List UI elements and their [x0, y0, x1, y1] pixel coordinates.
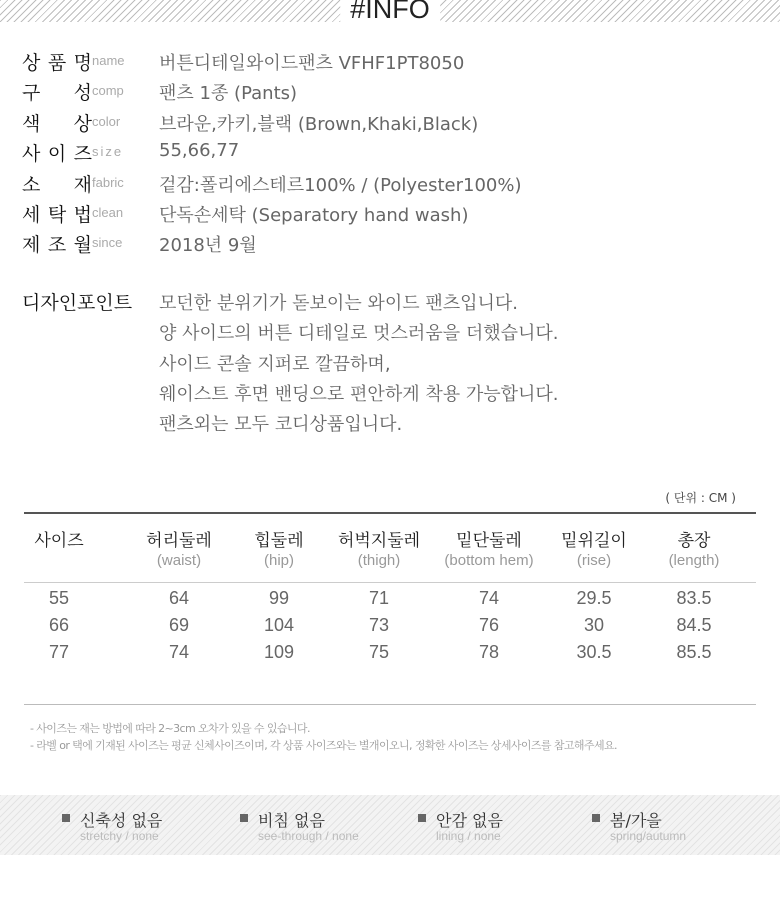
info-key-en: fabric: [92, 174, 124, 190]
design-line: 사이드 콘솔 지퍼로 깔끔하며,: [159, 353, 391, 375]
table-header-divider: [24, 582, 756, 583]
info-key-en: color: [92, 113, 121, 129]
feature-band: [0, 795, 780, 855]
info-row: [22, 200, 762, 230]
info-key-char: 이: [47, 143, 67, 166]
info-key-char: 상: [73, 112, 92, 135]
info-key-char: 즈: [73, 143, 92, 166]
table-cell: 74: [478, 588, 500, 608]
square-bullet-icon: [418, 814, 426, 822]
size-note: - 사이즈는 재는 방법에 따라 2~3cm 오차가 있을 수 있습니다.: [30, 722, 310, 735]
info-key-char: 구: [22, 82, 41, 105]
info-key-char: 색: [22, 112, 41, 135]
info-key-en: clean: [92, 204, 124, 220]
info-row: [22, 78, 762, 108]
table-cell: 76: [478, 615, 500, 635]
table-header-en: (bottom hem): [444, 552, 534, 569]
unit-label: ( 단위 : CM ): [665, 491, 736, 505]
info-value: 단독손세탁 (Separatory hand wash): [159, 204, 469, 226]
feature-sub-label: lining / none: [436, 829, 501, 843]
info-key-char: 탁: [47, 203, 67, 226]
info-key-char: 상: [22, 52, 41, 74]
design-line: 팬츠외는 모두 코디상품입니다.: [159, 414, 403, 436]
info-key: [22, 139, 92, 166]
table-cell: 69: [168, 615, 190, 635]
table-cell: 78: [478, 642, 500, 662]
info-key: [22, 48, 92, 75]
table-header: 허리둘레: [146, 531, 212, 551]
feature-label: 신축성 없음: [80, 811, 163, 830]
info-key: [22, 200, 92, 227]
info-key-char: 명: [73, 52, 92, 74]
page-title: #INFO: [340, 0, 440, 24]
info-key: [22, 170, 92, 197]
table-header-en: (hip): [263, 552, 294, 569]
header-band: [0, 0, 780, 22]
info-key: [22, 78, 92, 105]
info-key-en: size: [92, 144, 124, 160]
size-notes: [30, 720, 617, 754]
table-cell: 66: [48, 615, 70, 635]
design-line: 양 사이드의 버튼 디테일로 멋스러움을 더했습니다.: [159, 323, 559, 345]
info-key-char: 월: [73, 234, 92, 257]
table-header: 밑위길이: [561, 531, 627, 551]
feature-sub-label: spring/autumn: [610, 829, 687, 843]
table-cell: 71: [368, 588, 390, 608]
info-key-char: 제: [22, 234, 41, 257]
info-value: 버튼디테일와이드팬츠 VFHF1PT8050: [159, 53, 465, 74]
info-value: 2018년 9월: [159, 235, 257, 257]
table-header: 밑단둘레: [456, 531, 522, 551]
info-key-char: 소: [22, 173, 41, 196]
table-cell: 83.5: [676, 588, 712, 608]
table-cell: 84.5: [676, 615, 712, 635]
size-note: - 라벨 or 택에 기재된 사이즈는 평균 신체사이즈이며, 각 상품 사이즈와는 별개이오니, 정확한 사이즈는 상세사이즈를 참고해주세요.: [30, 739, 617, 752]
info-key: [22, 230, 92, 257]
square-bullet-icon: [240, 814, 248, 822]
square-bullet-icon: [62, 814, 70, 822]
info-key-en: comp: [92, 83, 124, 99]
table-cell: 75: [368, 642, 390, 662]
feature-sub-label: see-through / none: [258, 829, 359, 843]
table-cell: 29.5: [576, 588, 612, 608]
table-header: 총장: [677, 531, 711, 551]
info-row: [22, 139, 762, 169]
table-cell: 73: [368, 615, 390, 635]
info-row: [22, 48, 762, 78]
info-row: [22, 230, 762, 260]
table-header: 사이즈: [34, 531, 84, 551]
info-key-char: 재: [73, 173, 92, 196]
info-value: 팬츠 1종 (Pants): [159, 83, 298, 105]
table-cell: 85.5: [676, 642, 712, 662]
info-key-char: 법: [73, 203, 92, 226]
table-cell: 104: [263, 615, 295, 635]
table-header: 힙둘레: [254, 531, 304, 551]
design-line: 모던한 분위기가 돋보이는 와이드 팬츠입니다.: [159, 293, 518, 314]
info-row: [22, 109, 762, 139]
info-key-char: 사: [22, 143, 41, 166]
feature-label: 봄/가을: [610, 811, 662, 830]
info-key-char: 성: [73, 82, 92, 105]
info-key-en: name: [92, 53, 125, 68]
feature-label: 안감 없음: [436, 811, 503, 830]
table-header-en: (length): [668, 552, 720, 569]
design-point-text: [159, 289, 558, 440]
product-info-list: [22, 48, 762, 261]
info-key-char: 조: [47, 234, 67, 257]
design-line: 웨이스트 후면 밴딩으로 편안하게 착용 가능합니다.: [159, 383, 559, 405]
table-header-en: (waist): [156, 552, 202, 569]
table-cell: 109: [263, 642, 295, 662]
info-value: 브라운,카키,블랙 (Brown,Khaki,Black): [159, 113, 479, 135]
info-key-en: since: [92, 235, 123, 251]
feature-label: 비침 없음: [258, 811, 325, 830]
info-key-char: 품: [47, 52, 67, 74]
feature-sub-label: stretchy / none: [80, 829, 159, 843]
design-point-label: 디자인포인트: [22, 292, 133, 314]
info-key-char: 세: [22, 203, 41, 226]
table-cell: 99: [268, 588, 290, 608]
info-row: [22, 170, 762, 200]
table-header-en: (rise): [576, 552, 612, 569]
table-header: 허벅지둘레: [337, 531, 421, 551]
table-header-en: (thigh): [357, 552, 401, 569]
table-cell: 64: [168, 588, 190, 608]
table-cell: 30: [583, 615, 605, 635]
info-value: 55,66,77: [159, 140, 240, 162]
table-cell: 74: [168, 642, 190, 662]
info-value: 겉감:폴리에스테르100% / (Polyester100%): [159, 174, 522, 196]
square-bullet-icon: [592, 814, 600, 822]
info-key: [22, 109, 92, 136]
size-table: [24, 512, 756, 705]
table-cell: 77: [48, 642, 70, 662]
table-cell: 55: [48, 588, 70, 608]
table-cell: 30.5: [576, 642, 612, 662]
